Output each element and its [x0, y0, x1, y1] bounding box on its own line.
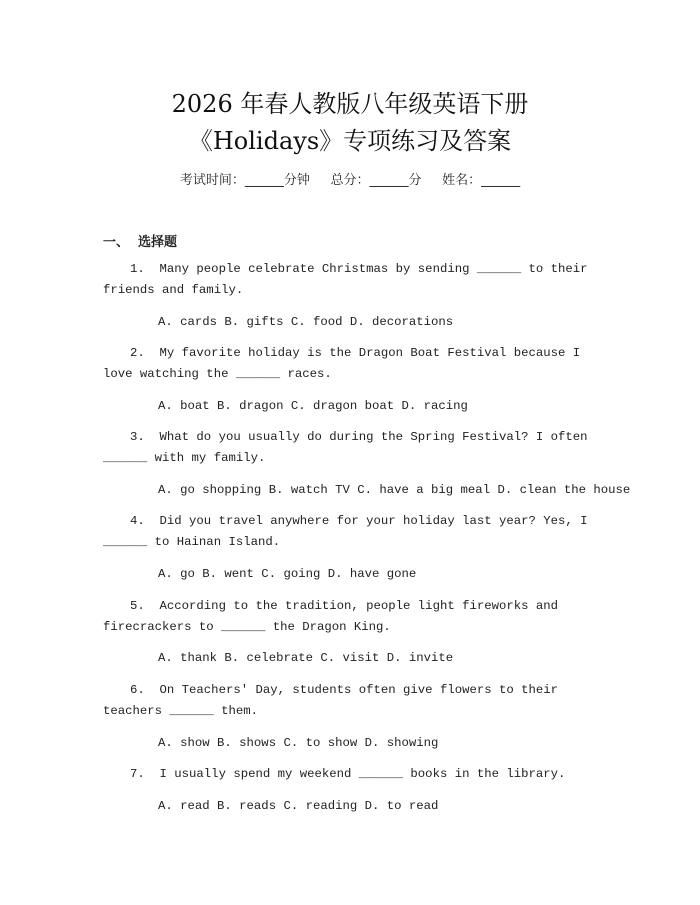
question-7 [103, 764, 598, 785]
options-7: A. read B. reads C. reading D. to read [158, 799, 439, 813]
question-number: 2. [130, 346, 145, 360]
question-text: Many people celebrate Christmas by sending ______ to their friends and family. [103, 262, 588, 297]
question-text: My favorite holiday is the Dragon Boat Festival because I love watching the ______ races. [103, 346, 581, 381]
question-number: 7. [130, 767, 145, 781]
question-number: 3. [130, 430, 145, 444]
options-1: A. cards B. gifts C. food D. decorations [158, 315, 454, 329]
section-heading: 一、 选择题 [103, 235, 178, 250]
question-1 [103, 259, 598, 301]
question-text: On Teachers' Day, students often give flowers to their teachers ______ them. [103, 683, 559, 718]
question-number: 1. [130, 262, 145, 276]
options-2: A. boat B. dragon C. dragon boat D. racing [158, 399, 468, 413]
question-number: 6. [130, 683, 145, 697]
title-line-2: 《Holidays》专项练习及答案 [188, 127, 512, 155]
options-5: A. thank B. celebrate C. visit D. invite [158, 651, 454, 665]
question-number: 5. [130, 599, 145, 613]
options-4: A. go B. went C. going D. have gone [158, 567, 417, 581]
question-text: Did you travel anywhere for your holiday last year? Yes, I ______ to Hainan Island. [103, 514, 588, 549]
question-5 [103, 596, 598, 638]
question-6 [103, 680, 598, 722]
title-line-1: 2026 年春人教版八年级英语下册 [171, 90, 529, 118]
question-text: I usually spend my weekend ______ books in the library. [159, 767, 566, 781]
question-text: According to the tradition, people light fireworks and firecrackers to ______ the Dragon King. [103, 599, 559, 634]
question-3 [103, 427, 598, 469]
question-4 [103, 511, 598, 553]
options-6: A. show B. shows C. to show D. showing [158, 736, 439, 750]
options-3: A. go shopping B. watch TV C. have a big meal D. clean the house [158, 483, 631, 497]
exam-meta-line: 考试时间：______分钟 总分：______分 姓名：______ [179, 173, 521, 188]
question-text: What do you usually do during the Spring Festival? I often ______ with my family. [103, 430, 588, 465]
question-number: 4. [130, 514, 145, 528]
question-2 [103, 343, 598, 385]
